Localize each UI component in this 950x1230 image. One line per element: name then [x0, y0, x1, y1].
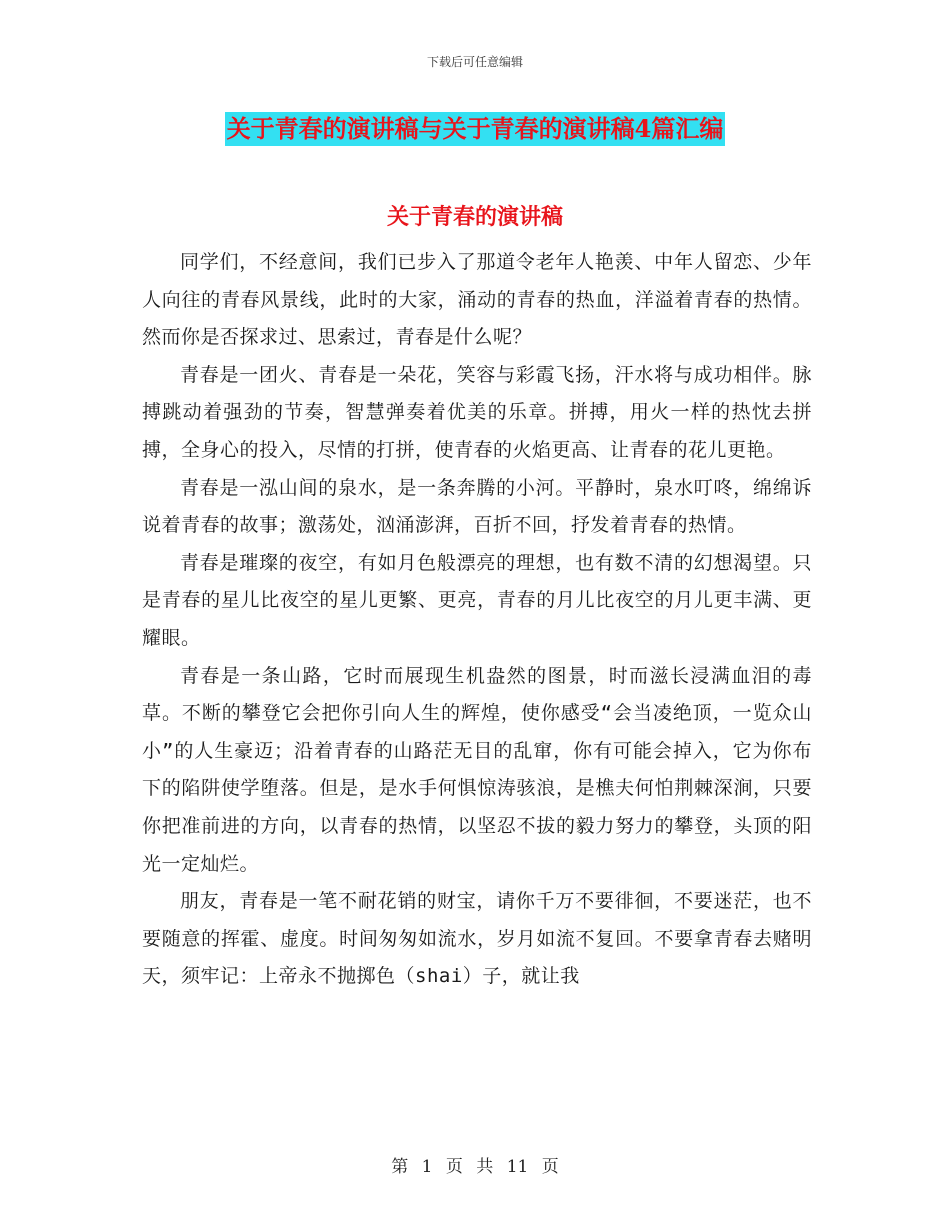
main-title-wrap	[0, 112, 950, 146]
paragraph: 青春是一泓山间的泉水，是一条奔腾的小河。平静时，泉水叮咚，绵绵诉说着青春的故事；激荡处，汹涌澎湃，百折不回，抒发着青春的热情。	[142, 476, 812, 537]
document-body	[142, 244, 812, 996]
paragraph: 青春是一条山路，它时而展现生机盎然的图景，时而滋长浸满血泪的毒草。不断的攀登它会把你引向人生的辉煌，使你感受“会当凌绝顶，一览众山小”的人生豪迈；沿着青春的山路茫无目的乱窜，你有可能会掉入，它为你布下的陷阱使学堕落。但是，是水手何惧惊涛骇浪，是樵夫何怕荆棘深涧，只要你把准前进的方向，以青春的热情，以坚忍不拔的毅力努力的攀登，头顶的阳光一定灿烂。	[142, 664, 812, 875]
paragraph: 同学们，不经意间，我们已步入了那道令老年人艳羡、中年人留恋、少年人向往的青春风景线，此时的大家，涌动的青春的热血，洋溢着青春的热情。然而你是否探求过、思索过，青春是什么呢？	[142, 251, 812, 349]
section-title: 关于青春的演讲稿	[386, 204, 563, 230]
paragraph: 朋友，青春是一笔不耐花销的财宝，请你千万不要徘徊，不要迷茫，也不要随意的挥霍、虚度。时间匆匆如流水，岁月如流不复回。不要拿青春去赌明天，须牢记：上帝永不抛掷色（shai）子，就让我	[142, 890, 812, 988]
page-number: 第 1 页 共 11 页	[391, 1157, 559, 1177]
header-note: 下载后可任意编辑	[426, 55, 523, 69]
paragraph: 青春是璀璨的夜空，有如月色般漂亮的理想，也有数不清的幻想渴望。只是青春的星儿比夜空的星儿更繁、更亮，青春的月儿比夜空的月儿更丰满、更耀眼。	[142, 551, 812, 649]
main-title: 关于青春的演讲稿与关于青春的演讲稿4篇汇编	[225, 112, 726, 146]
paragraph: 青春是一团火、青春是一朵花，笑容与彩霞飞扬，汗水将与成功相伴。脉搏跳动着强劲的节奏，智慧弹奏着优美的乐章。拼搏，用火一样的热忱去拼搏，全身心的投入，尽情的打拼，使青春的火焰更高、让青春的花儿更艳。	[142, 363, 812, 461]
